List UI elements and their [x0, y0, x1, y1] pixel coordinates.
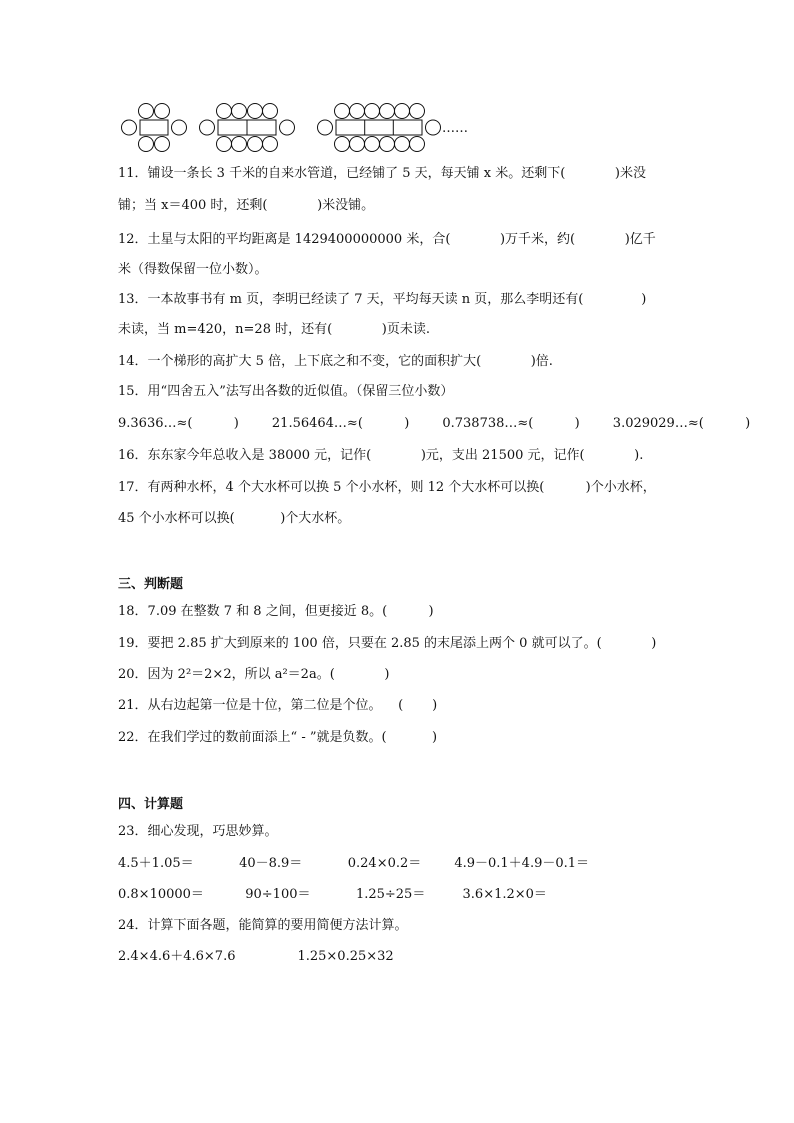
q24-line: 24．计算下面各题，能简算的要用简便方法计算。	[118, 918, 408, 933]
q11-line-2: 铺；当 x＝400 时，还剩( )米没铺。	[118, 198, 375, 213]
q21-line: 21．从右边起第一位是十位，第二位是个位。 ( )	[118, 698, 438, 713]
q17-line-1: 17．有两种水杯，4 个大水杯可以换 5 个小水杯，则 12 个大水杯可以换( )个小水杯，	[118, 480, 656, 495]
q13-line-2: 未读，当 m=420，n=28 时，还有( )页未读.	[118, 322, 430, 337]
q23-row-2: 0.8×10000＝ 90÷100＝ 1.25÷25＝ 3.6×1.2×0＝	[118, 887, 547, 902]
q15-line: 15．用“四舍五入”法写出各数的近似值。（保留三位小数）	[118, 384, 454, 399]
q13-line-1: 13．一本故事书有 m 页，李明已经读了 7 天，平均每天读 n 页，那么李明还有( )	[118, 292, 647, 307]
q23-line: 23．细心发现，巧思妙算。	[118, 824, 278, 839]
q24-expressions: 2.4×4.6＋4.6×7.6 1.25×0.25×32	[118, 949, 394, 964]
table-group-1	[122, 104, 187, 152]
section-4-heading: 四、计算题	[118, 797, 184, 812]
q23-row-1: 4.5＋1.05＝ 40－8.9＝ 0.24×0.2＝ 4.9－0.1＋4.9－0.1＝	[118, 856, 590, 871]
table-group-2	[200, 104, 295, 152]
table-group-3	[318, 104, 441, 152]
q22-line: 22．在我们学过的数前面添上“ - ”就是负数。( )	[118, 730, 438, 745]
q17-line-2: 45 个小水杯可以换( )个大水杯。	[118, 511, 351, 526]
q18-line: 18．7.09 在整数 7 和 8 之间，但更接近 8。( )	[118, 604, 434, 619]
q12-line-1: 12．土星与太阳的平均距离是 1429400000000 米，合( )万千米，约( )亿千	[118, 232, 656, 247]
q20-line: 20．因为 2²＝2×2，所以 a²＝2a。( )	[118, 667, 390, 682]
figure-ellipsis: ……	[442, 121, 468, 136]
q15-answers-line: 9.3636…≈( ) 21.56464…≈( ) 0.738738…≈( ) 3.029029…≈( )	[118, 416, 751, 431]
q16-line: 16．东东家今年总收入是 38000 元，记作( )元，支出 21500 元，记作( ).	[118, 448, 644, 463]
q11-line-1: 11．铺设一条长 3 千米的自来水管道，已经铺了 5 天，每天铺 x 米。还剩下( )米没	[118, 166, 646, 181]
section-3-heading: 三、判断题	[118, 577, 184, 592]
q19-line: 19．要把 2.85 扩大到原来的 100 倍，只要在 2.85 的末尾添上两个 0 就可以了。( )	[118, 636, 657, 651]
circle-table-pattern-figure	[118, 98, 478, 156]
q12-line-2: 米（得数保留一位小数）。	[118, 262, 268, 277]
q14-line: 14．一个梯形的高扩大 5 倍，上下底之和不变，它的面积扩大( )倍.	[118, 354, 553, 369]
